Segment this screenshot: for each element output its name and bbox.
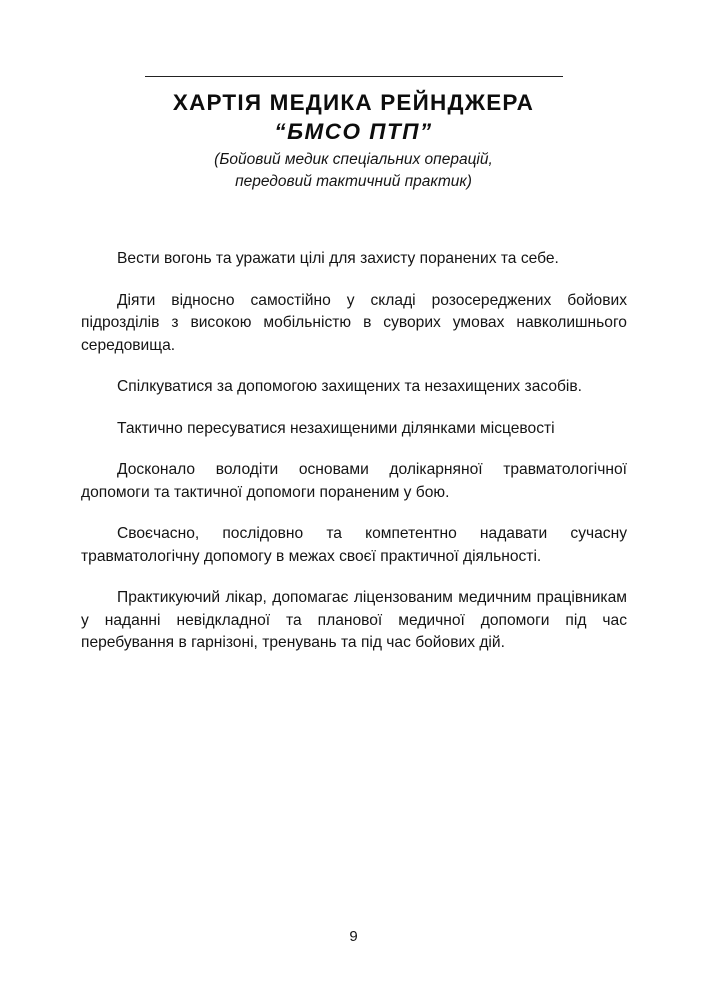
paragraph-modern-trauma-care: Своєчасно, послідовно та компетентно надавати сучасну травматологічну допомогу в межах своєї практичної діяльності.	[81, 525, 627, 565]
paragraph-practicing-physician: Практикуючий лікар, допомагає ліцензованим медичним працівникам у наданні невідкладної та планової медичної допомоги під час перебування в гарнізоні, тренувань та під час бойових дій.	[81, 589, 627, 651]
subtitle	[0, 149, 707, 193]
charter-body	[81, 248, 627, 674]
page-number: 9	[349, 928, 358, 945]
paragraph-fire: Вести вогонь та уражати цілі для захисту поранених та себе.	[117, 250, 559, 267]
top-divider-line	[145, 76, 563, 77]
subtitle-line-2: передовий тактичний практик)	[235, 173, 472, 190]
paragraph-trauma-care-basics: Досконало володіти основами долікарняної травматологічної допомоги та тактичної допомоги пораненим у бою.	[81, 461, 627, 501]
paragraph-tactical-movement: Тактично пересуватися незахищеними ділянками місцевості	[117, 419, 555, 437]
paragraph-communications: Спілкуватися за допомогою захищених та незахищених засобів.	[117, 378, 583, 395]
page-title-abbreviation: “БМСО ПТП”	[274, 119, 433, 144]
paragraph-independent-operations: Діяти відносно самостійно у складі розосереджених бойових підрозділів з високою мобільністю в суворих умовах навколишнього середовища.	[81, 291, 627, 354]
page-title: ХАРТІЯ МЕДИКА РЕЙНДЖЕРА	[172, 90, 535, 115]
subtitle-line-1: (Бойовий медик спеціальних операцій,	[214, 151, 493, 168]
